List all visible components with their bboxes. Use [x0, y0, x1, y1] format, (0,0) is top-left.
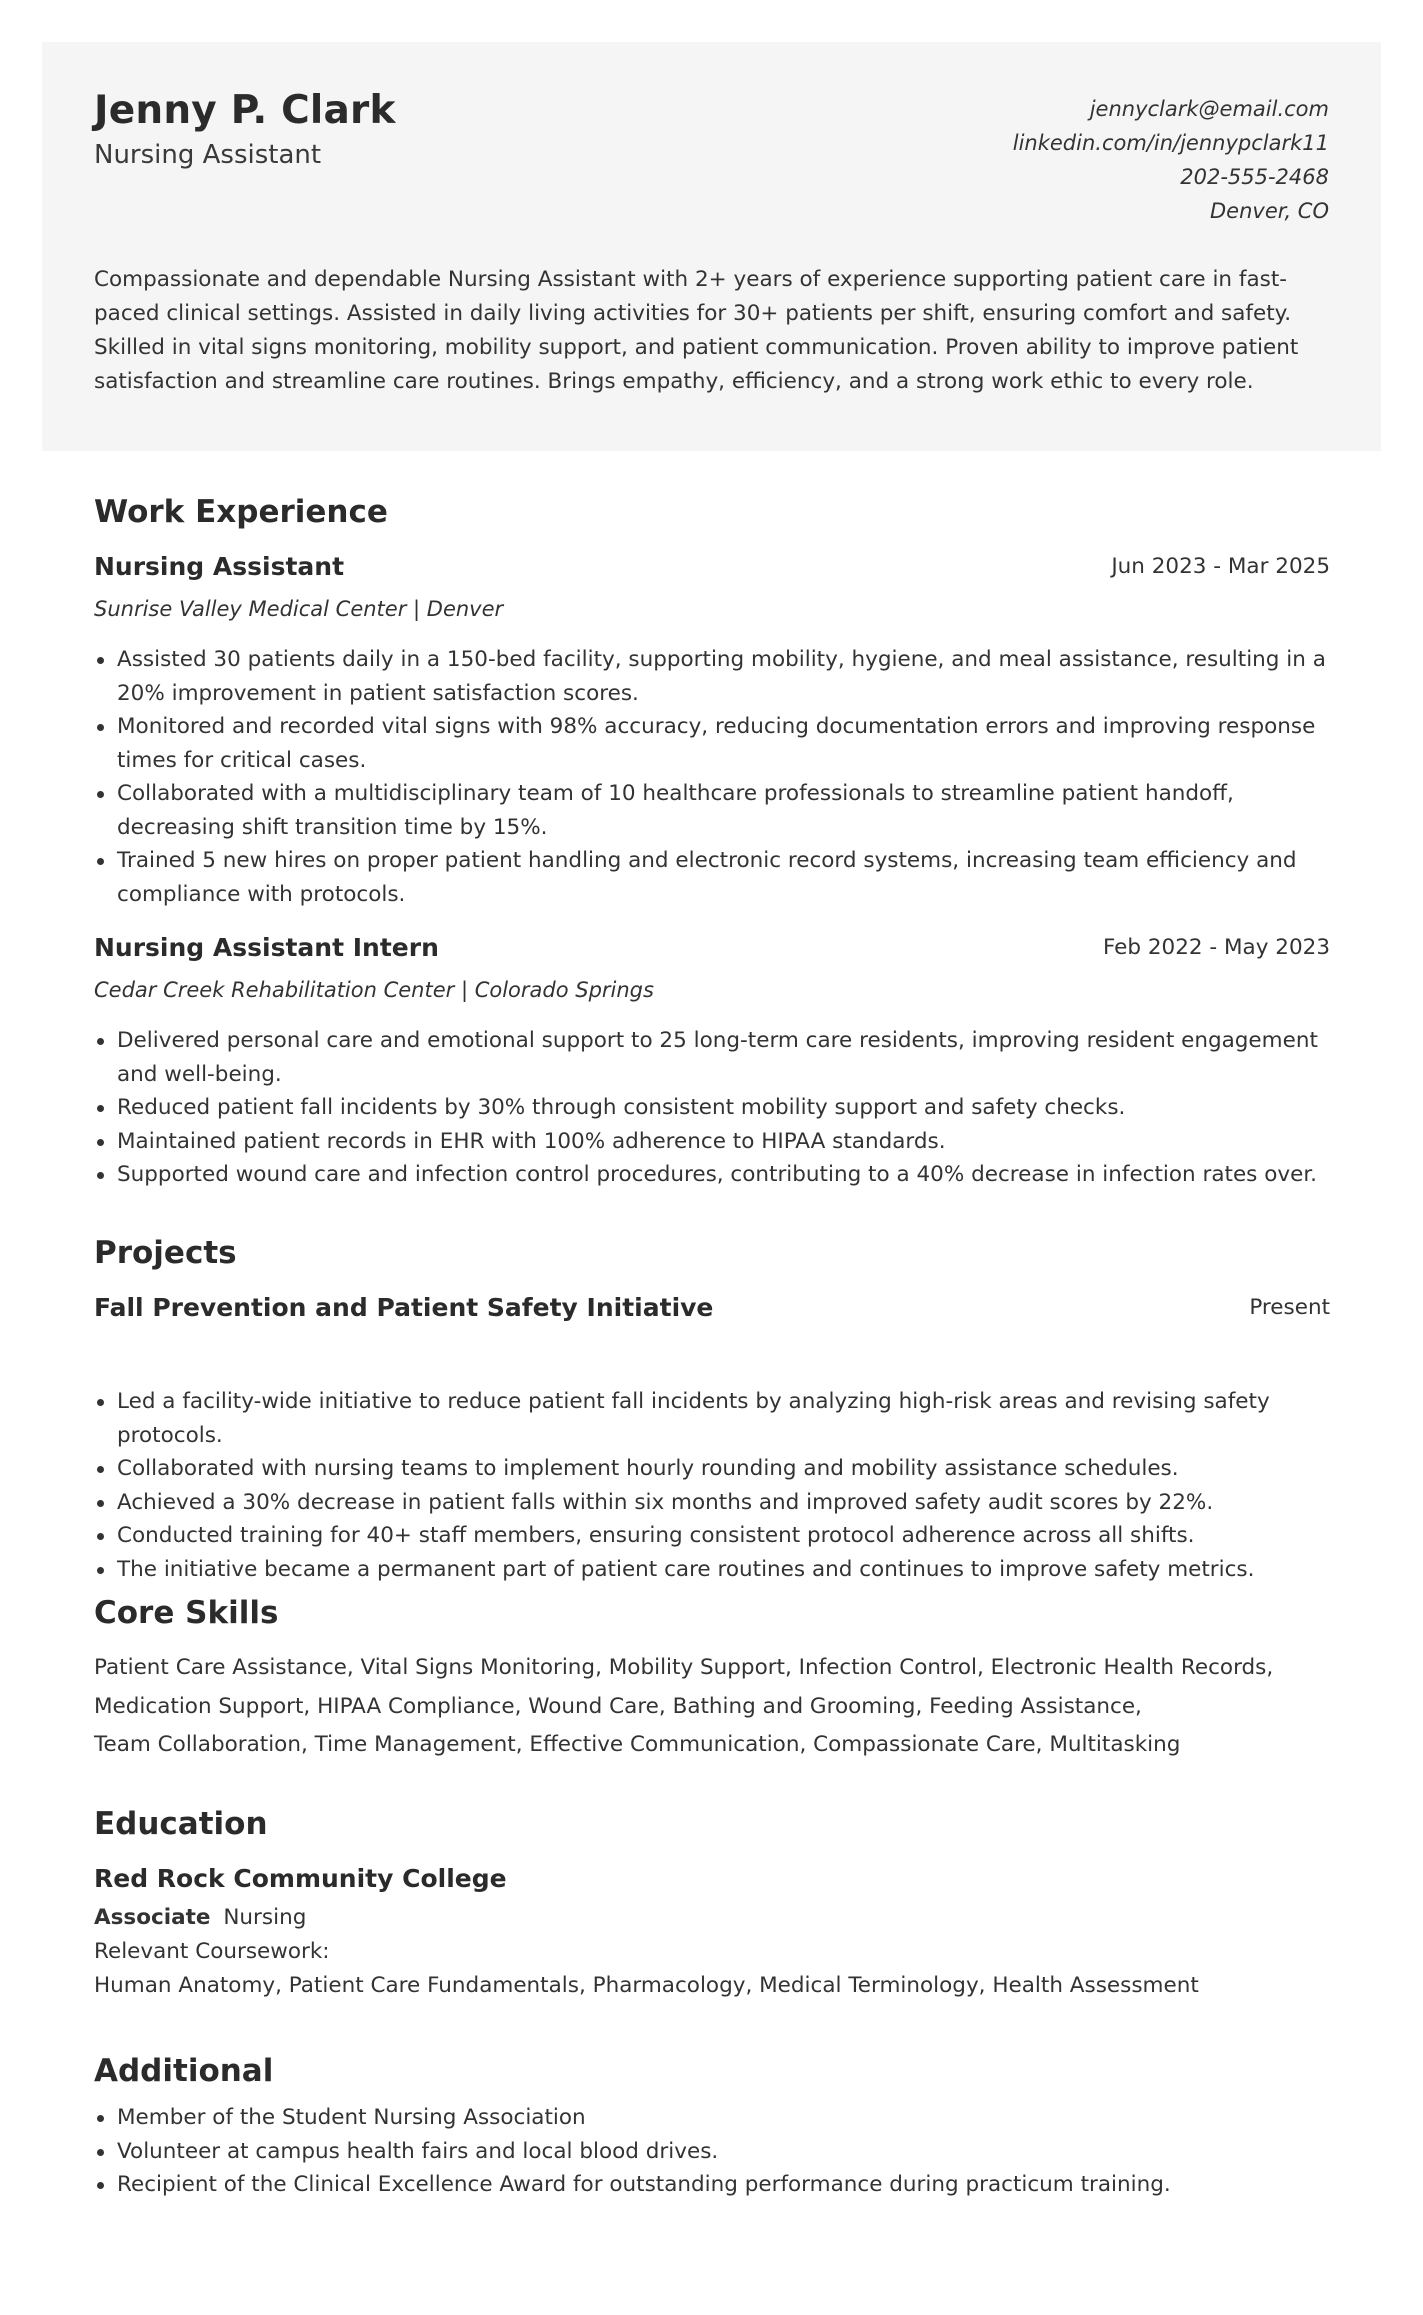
- list-item: Member of the Student Nursing Association: [117, 2101, 1330, 2135]
- job-date: Feb 2022 - May 2023: [1102, 935, 1330, 960]
- profile-summary: Compassionate and dependable Nursing Assistant with 2+ years of experience supporting patient care in fast-paced clinical settings. Assisted in daily living activities for 30+ patients per shift, ensuring comfort and safety. Skilled in vital signs monitoring, mobility support, and patient communication. Proven ability to improve patient satisfaction and streamline care routines. Brings empathy, efficiency, and a strong work ethic to every role.: [94, 267, 1299, 394]
- coursework-label: Relevant Coursework:: [94, 1939, 330, 1964]
- list-item: Collaborated with a multidisciplinary team of 10 healthcare professionals to streamline patient handoff, decreasing shift transition time by 15%.: [117, 777, 1330, 844]
- list-item: Recipient of the Clinical Excellence Award for outstanding performance during practicum training.: [117, 2168, 1330, 2202]
- list-item: Achieved a 30% decrease in patient falls within six months and improved safety audit scores by 22%.: [117, 1486, 1330, 1520]
- list-item: Assisted 30 patients daily in a 150-bed facility, supporting mobility, hygiene, and meal assistance, resulting in a 20% improvement in patient satisfaction scores.: [117, 643, 1330, 710]
- skills-heading: Core Skills: [94, 1595, 279, 1631]
- skills-line: Team Collaboration, Time Management, Effective Communication, Compassionate Care, Multitasking: [94, 1732, 1181, 1757]
- degree-label: Associate: [94, 1905, 211, 1930]
- list-item: Reduced patient fall incidents by 30% through consistent mobility support and safety checks.: [117, 1091, 1330, 1125]
- work-heading: Work Experience: [94, 494, 388, 530]
- project-title: Fall Prevention and Patient Safety Initiative: [94, 1293, 714, 1322]
- project-bullets: [94, 1385, 1330, 1586]
- job-entry: [94, 933, 1330, 1192]
- job-header: [94, 552, 1330, 592]
- job-header: [94, 933, 1330, 973]
- projects-heading: Projects: [94, 1235, 237, 1271]
- list-item: The initiative became a permanent part of patient care routines and continues to improve safety metrics.: [117, 1553, 1330, 1587]
- additional-bullets: [94, 2101, 1330, 2202]
- additional-section: [94, 2053, 1330, 2202]
- additional-heading: Additional: [94, 2053, 274, 2089]
- job-title: Nursing Assistant: [94, 552, 345, 581]
- list-item: Led a facility-wide initiative to reduce patient fall incidents by analyzing high-risk areas and revising safety protocols.: [117, 1385, 1330, 1452]
- project-header: [94, 1293, 1330, 1333]
- job-bullets: [94, 1024, 1330, 1192]
- job-employer: Cedar Creek Rehabilitation Center | Colorado Springs: [94, 978, 654, 1002]
- skills-line: Medication Support, HIPAA Compliance, Wound Care, Bathing and Grooming, Feeding Assistance,: [94, 1693, 1142, 1719]
- projects-section: [94, 1235, 1330, 1586]
- list-item: Conducted training for 40+ staff members, ensuring consistent protocol adherence across all shifts.: [117, 1519, 1330, 1553]
- project-entry: [94, 1293, 1330, 1586]
- degree-field: Nursing: [223, 1905, 307, 1930]
- skills-list: [94, 1649, 1330, 1765]
- list-item: Supported wound care and infection control procedures, contributing to a 40% decrease in infection rates over.: [117, 1158, 1330, 1192]
- skills-line: Patient Care Assistance, Vital Signs Monitoring, Mobility Support, Infection Control, Electronic Health Records,: [94, 1655, 1274, 1680]
- job-title: Nursing Assistant Intern: [94, 933, 439, 962]
- work-section: [94, 494, 1330, 1192]
- contact-phone: 202-555-2468: [1180, 165, 1329, 189]
- education-section: [94, 1806, 1330, 2003]
- list-item: Collaborated with nursing teams to implement hourly rounding and mobility assistance schedules.: [117, 1452, 1330, 1486]
- list-item: Trained 5 new hires on proper patient handling and electronic record systems, increasing team efficiency and compliance with protocols.: [117, 844, 1330, 911]
- candidate-title: Nursing Assistant: [94, 140, 322, 170]
- degree-line: [94, 1901, 1330, 1935]
- list-item: Monitored and recorded vital signs with 98% accuracy, reducing documentation errors and improving response times for critical cases.: [117, 710, 1330, 777]
- list-item: Maintained patient records in EHR with 100% adherence to HIPAA standards.: [117, 1125, 1330, 1159]
- contact-email[interactable]: jennyclark@email.com: [1089, 97, 1329, 121]
- job-employer: Sunrise Valley Medical Center | Denver: [94, 597, 504, 621]
- job-entry: [94, 552, 1330, 911]
- contact-block: [1013, 92, 1329, 228]
- list-item: Delivered personal care and emotional support to 25 long-term care residents, improving resident engagement and well-being.: [117, 1024, 1330, 1091]
- job-bullets: [94, 643, 1330, 911]
- list-item: Volunteer at campus health fairs and local blood drives.: [117, 2135, 1330, 2169]
- skills-section: [94, 1595, 1330, 1765]
- coursework-list: Human Anatomy, Patient Care Fundamentals, Pharmacology, Medical Terminology, Health Assessment: [94, 1973, 1199, 1998]
- education-heading: Education: [94, 1806, 268, 1842]
- project-date: Present: [1249, 1295, 1330, 1320]
- contact-linkedin[interactable]: linkedin.com/in/jennypclark11: [1012, 131, 1329, 155]
- job-date: Jun 2023 - Mar 2025: [1111, 554, 1330, 579]
- school-name: Red Rock Community College: [94, 1864, 507, 1893]
- contact-location: Denver, CO: [1210, 199, 1329, 223]
- candidate-name: Jenny P. Clark: [94, 88, 396, 133]
